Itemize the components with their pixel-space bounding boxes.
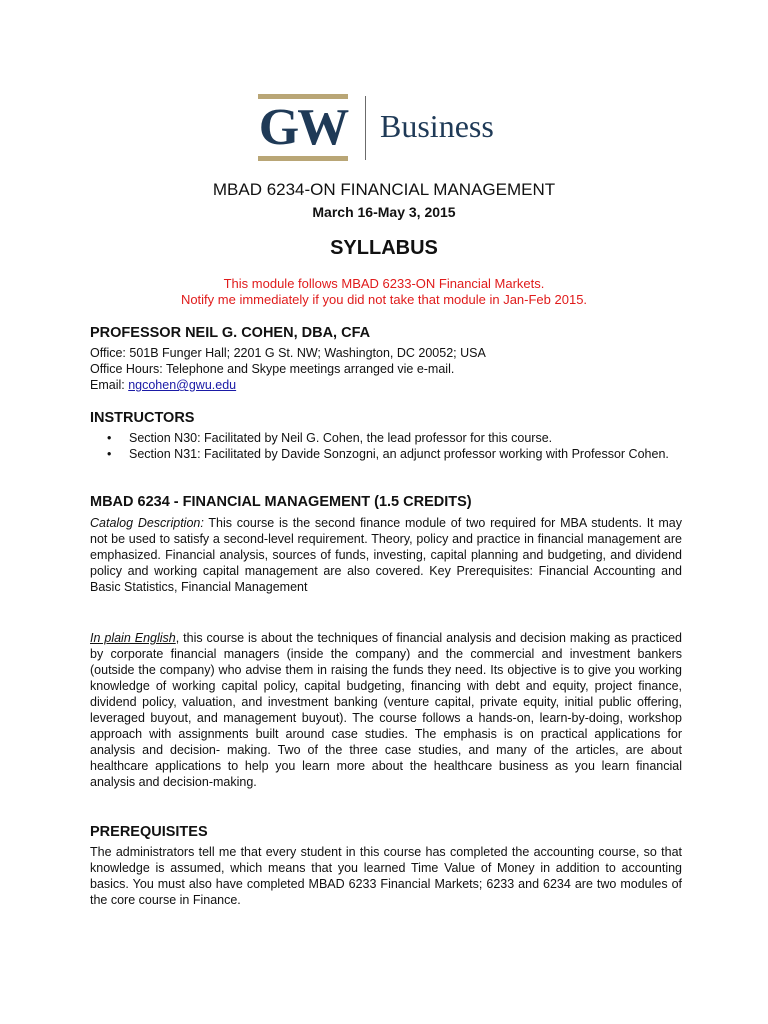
professor-details [90, 345, 682, 393]
catalog-description [90, 515, 682, 595]
instructor-section-n31: Section N31: Facilitated by Davide Sonzogni, an adjunct professor working with Professor Cohen. [129, 447, 669, 461]
email-link[interactable]: ngcohen@gwu.edu [128, 378, 237, 392]
syllabus-title: SYLLABUS [330, 237, 438, 259]
gw-business-logo [258, 94, 518, 162]
logo-gold-bar-bottom [258, 156, 348, 161]
plain-english-text: , this course is about the techniques of financial analysis and decision making as practiced by corporate financial managers (inside the company) and the commercial and investment bankers (outside the company) who advise them in raising the funds they need. Its objective is to give you working knowledge of working capital policy, capital budgeting, financing with debt and equity, project finance, dividend policy, valuation, and investment banking (venture capital, private equity, initial public offering, leveraged buyout, and management buyout). The course follows a hands-on, learn-by-doing, workshop approach with assignments built around case studies. The emphasis is on practical applications for analysis and decision- making. Two of the three case studies, and many of the articles, are about healthcare applications to help you learn more about the healthcare business as you learn financial analysis and decision-making. [90, 631, 682, 789]
email-label: Email: [90, 378, 129, 392]
notice-line-2: Notify me immediately if you did not take that module in Jan-Feb 2015. [180, 292, 588, 307]
plain-english-description [90, 630, 682, 790]
list-item [107, 430, 682, 446]
gw-logo-text: GW [258, 99, 348, 156]
catalog-text: This course is the second finance module of two required for MBA students. It may not be used to satisfy a second-level requirement. Theory, policy and practice in financial management are emphasized. Financial analysis, sources of funds, investing, capital planning and budgeting, and dividend policy and working capital management are also covered. Key Prerequisites: Financial Accounting and Basic Statistics, Financial Management [90, 516, 683, 594]
notice-line-1: This module follows MBAD 6233-ON Financial Markets. [223, 276, 545, 291]
logo-divider [365, 96, 366, 160]
prerequisites-text: The administrators tell me that every student in this course has completed the accounting course, so that knowledge is assumed, which means that you learned Time Value of Money in addition to accounting basics. You must also have completed MBAD 6233 Financial Markets; 6233 and 6234 are two modules of the core course in Finance. [90, 845, 682, 907]
list-item [107, 446, 682, 462]
office-hours: Office Hours: Telephone and Skype meetings arranged vie e-mail. [90, 362, 455, 376]
course-credits-heading: MBAD 6234 - FINANCIAL MANAGEMENT (1.5 CREDITS) [90, 494, 472, 510]
plain-english-label: In plain English [90, 631, 176, 645]
email-line [90, 377, 682, 393]
course-title: MBAD 6234-ON FINANCIAL MANAGEMENT [212, 180, 556, 199]
instructors-list [107, 430, 682, 462]
catalog-label: Catalog Description: [90, 516, 204, 530]
gw-logo-mark [258, 94, 348, 162]
bullet-icon: • [107, 447, 112, 461]
logo-wordmark: Business [380, 108, 494, 144]
bullet-icon: • [107, 431, 112, 445]
course-dates: March 16-May 3, 2015 [312, 204, 456, 220]
professor-heading: PROFESSOR NEIL G. COHEN, DBA, CFA [90, 325, 371, 341]
office-address: Office: 501B Funger Hall; 2201 G St. NW; Washington, DC 20052; USA [90, 346, 486, 360]
prerequisites-heading: PREREQUISITES [90, 824, 208, 840]
instructors-heading: INSTRUCTORS [90, 410, 195, 426]
instructor-section-n30: Section N30: Facilitated by Neil G. Cohen, the lead professor for this course. [129, 431, 553, 445]
